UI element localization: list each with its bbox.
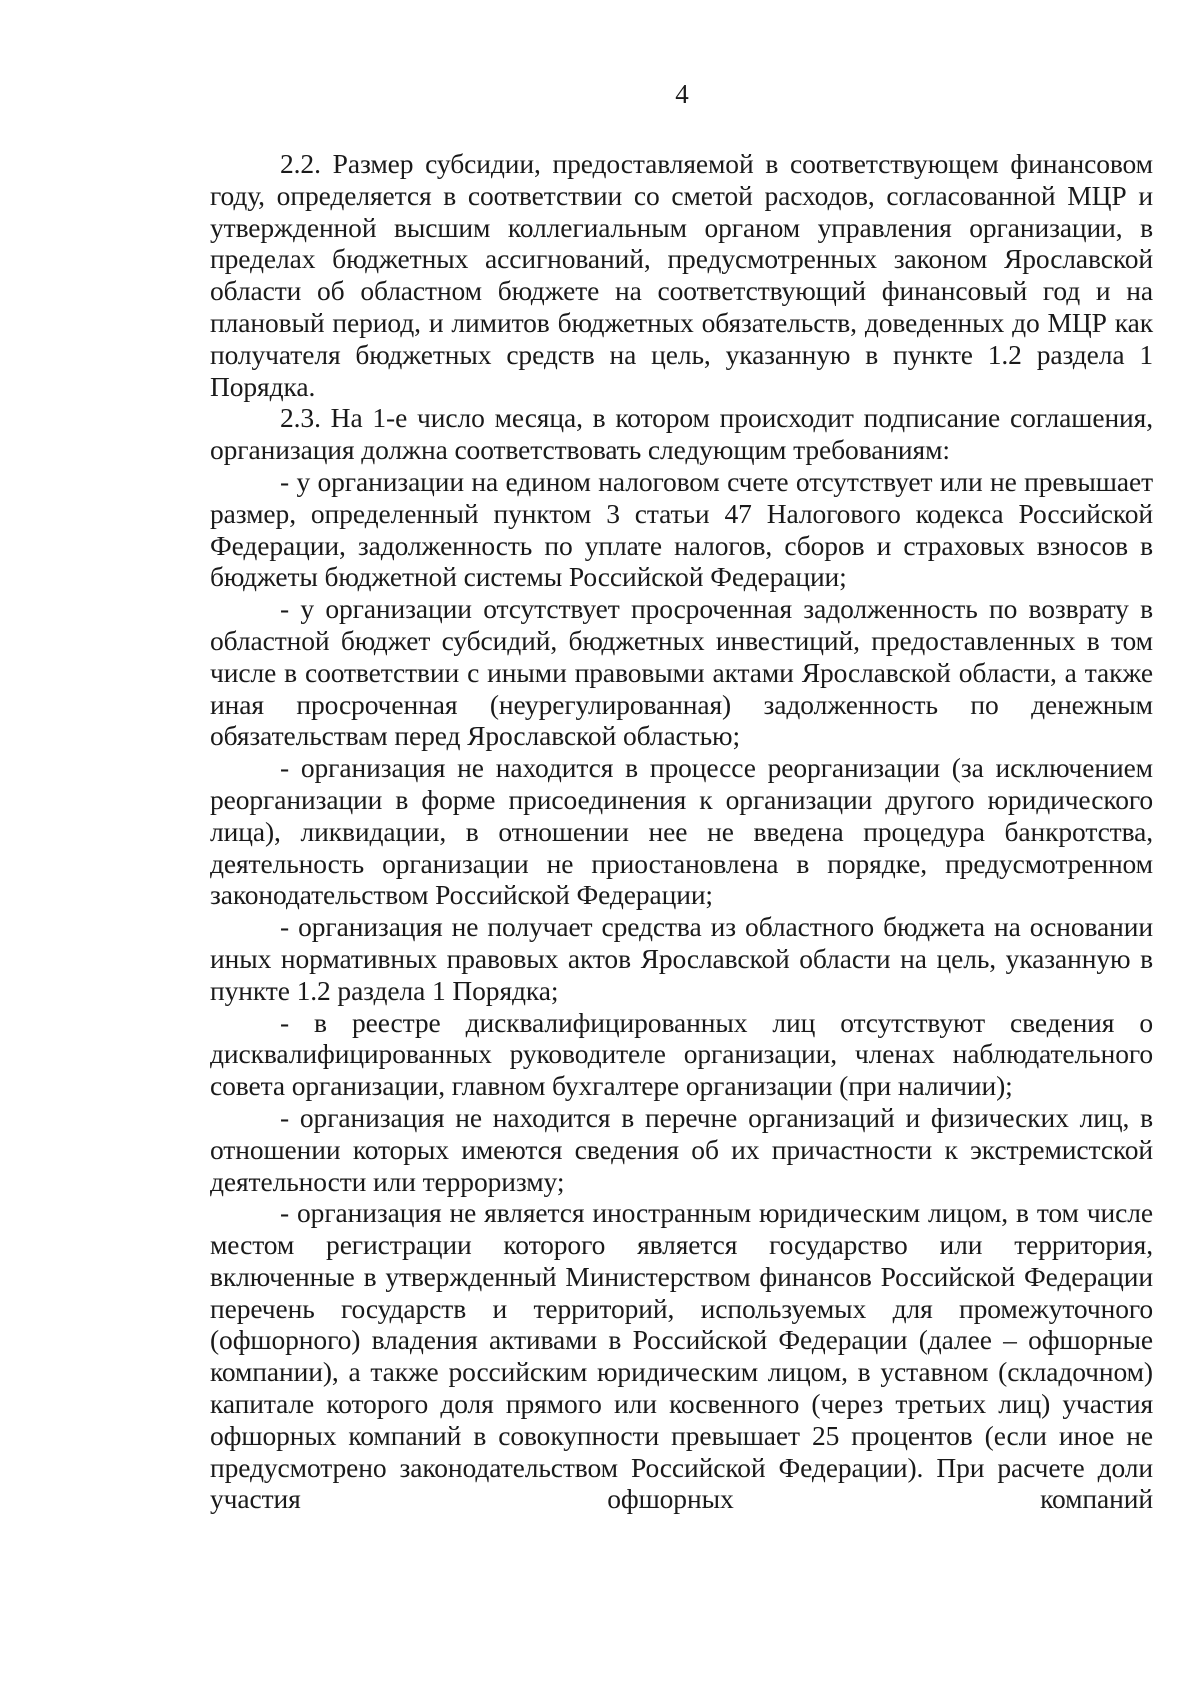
requirement-no-extremism: - организация не находится в перечне организаций и физических лиц, в отношении которых имеются сведения об их причастности к экстремистской деятельности или терроризму; — [210, 1101, 1153, 1197]
requirement-overdue-debt: - у организации отсутствует просроченная задолженность по возврату в областной бюджет субсидий, бюджетных инвестиций, предоставленных в том числе в соответствии с иными правовыми актами Ярославской области, а также иная просроченная (неурегулированная) задолженность по денежным обязательствам перед Ярославской областью; — [210, 593, 1153, 752]
requirement-not-offshore: - организация не является иностранным юридическим лицом, в том числе местом регистрации которого является государство или территория, включенные в утвержденный Министерством финансов Российской Федерации перечень государств и территорий, используемых для промежуточного (офшорного) владения активами в Российской Федерации (далее – офшорные компании), а также российским юридическим лицом, в уставном (складочном) капитале которого доля прямого или косвенного (через третьих лиц) участия офшорных компаний в совокупности превышает 25 процентов (если иное не предусмотрено законодательством Российской Федерации). При расчете доли участия офшорных компаний — [210, 1197, 1153, 1515]
requirement-no-disqualified: - в реестре дисквалифицированных лиц отсутствуют сведения о дисквалифицированных руководителе организации, членах наблюдательного совета организации, главном бухгалтере организации (при наличии); — [210, 1006, 1153, 1102]
document-body — [210, 148, 1153, 1515]
requirement-no-other-funding: - организация не получает средства из областного бюджета на основании иных нормативных правовых актов Ярославской области на цель, указанную в пункте 1.2 раздела 1 Порядка; — [210, 911, 1153, 1006]
page-number: 4 — [675, 79, 689, 109]
requirement-no-reorganization: - организация не находится в процессе реорганизации (за исключением реорганизации в форме присоединения к организации другого юридического лица), ликвидации, в отношении нее не введена процедура банкротства, деятельность организации не приостановлена в порядке, предусмотренном законодательством Российской Федерации; — [210, 752, 1153, 911]
paragraph-2-3: 2.3. На 1-е число месяца, в котором происходит подписание соглашения, организация должна соответствовать следующим требованиям: — [210, 402, 1153, 466]
paragraph-2-2: 2.2. Размер субсидии, предоставляемой в соответствующем финансовом году, определяется в соответствии со сметой расходов, согласованной МЦР и утвержденной высшим коллегиальным органом управления организации, в пределах бюджетных ассигнований, предусмотренных законом Ярославской области об областном бюджете на соответствующий финансовый год и на плановый период, и лимитов бюджетных обязательств, доведенных до МЦР как получателя бюджетных средств на цель, указанную в пункте 1.2 раздела 1 Порядка. — [210, 148, 1153, 402]
requirement-tax-debt: - у организации на едином налоговом счете отсутствует или не превышает размер, определенный пунктом 3 статьи 47 Налогового кодекса Российской Федерации, задолженность по уплате налогов, сборов и страховых взносов в бюджеты бюджетной системы Российской Федерации; — [210, 465, 1153, 593]
